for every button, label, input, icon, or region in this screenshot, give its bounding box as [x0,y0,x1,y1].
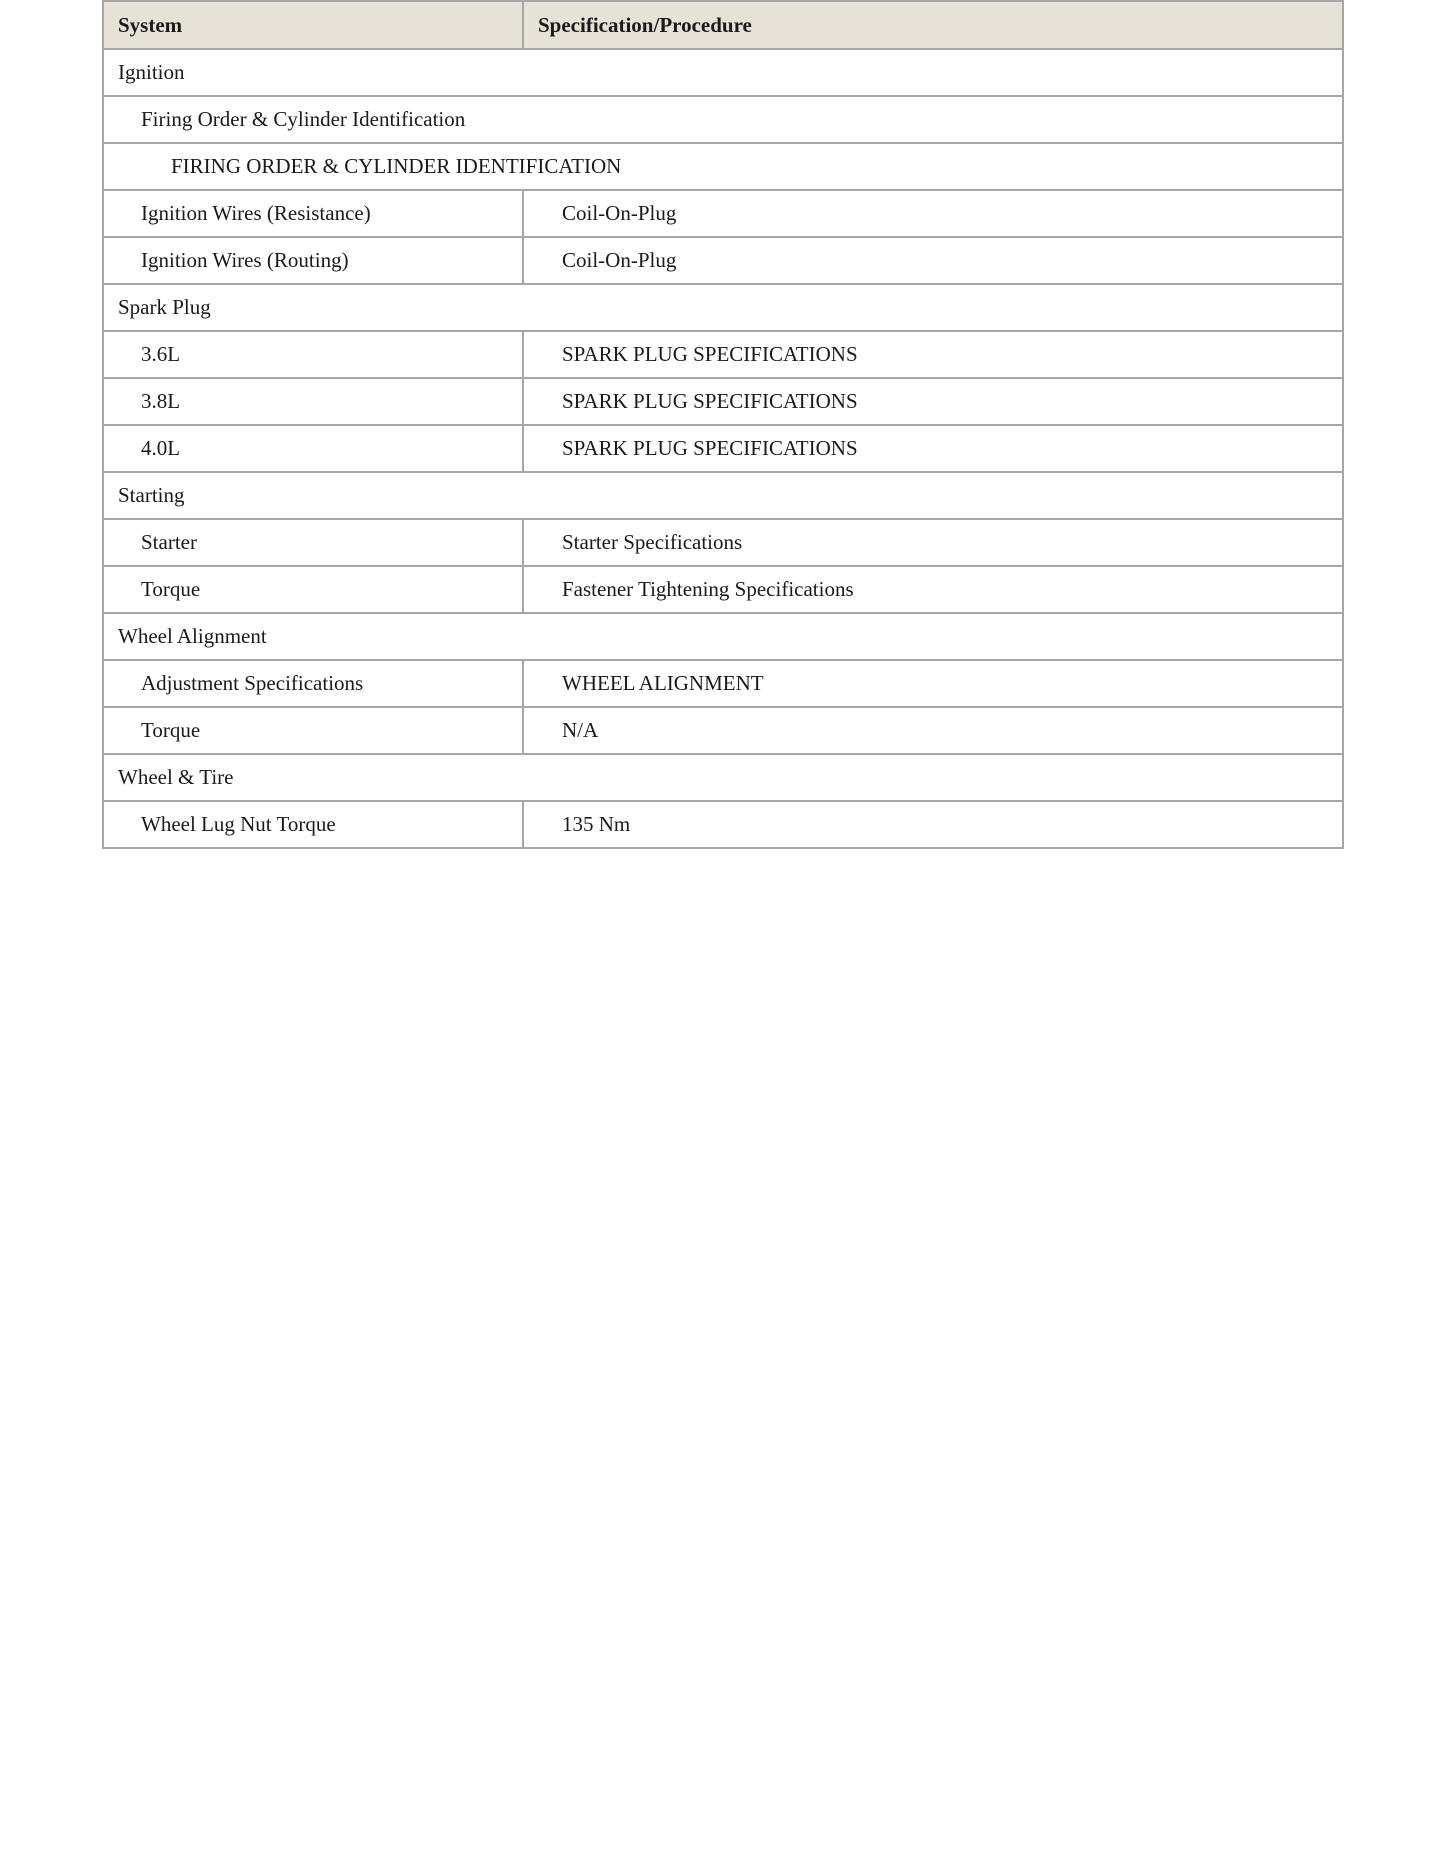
row-label: Torque [103,707,523,754]
table-row [103,143,1343,190]
row-label: 3.8L [103,378,523,425]
table-header-row [103,1,1343,49]
row-label: Starter [103,519,523,566]
table-row [103,331,1343,378]
table-row [103,378,1343,425]
section-row-wheel-tire [103,754,1343,801]
row-label: 4.0L [103,425,523,472]
table-row [103,801,1343,848]
section-title-wheel-alignment: Wheel Alignment [103,613,1343,660]
section-row-spark-plug [103,284,1343,331]
table-row [103,190,1343,237]
header-system: System [103,1,523,49]
starter-spec-link[interactable]: Starter Specifications [523,519,1343,566]
firing-order-link[interactable]: FIRING ORDER & CYLINDER IDENTIFICATION [103,143,1343,190]
row-value: N/A [523,707,1343,754]
section-title-starting: Starting [103,472,1343,519]
row-value: Coil-On-Plug [523,190,1343,237]
section-title-ignition: Ignition [103,49,1343,96]
row-label: Torque [103,566,523,613]
spark-plug-spec-link[interactable]: SPARK PLUG SPECIFICATIONS [523,425,1343,472]
section-row-ignition [103,49,1343,96]
row-label: Ignition Wires (Routing) [103,237,523,284]
fastener-spec-link[interactable]: Fastener Tightening Specifications [523,566,1343,613]
row-label: 3.6L [103,331,523,378]
table-row [103,96,1343,143]
table-row [103,519,1343,566]
specifications-table [102,0,1344,849]
row-label: Wheel Lug Nut Torque [103,801,523,848]
table-row [103,237,1343,284]
spark-plug-spec-link[interactable]: SPARK PLUG SPECIFICATIONS [523,331,1343,378]
row-value: Coil-On-Plug [523,237,1343,284]
row-label: Ignition Wires (Resistance) [103,190,523,237]
table-row [103,660,1343,707]
table-row [103,425,1343,472]
table-row [103,707,1343,754]
row-value: 135 Nm [523,801,1343,848]
row-label: Adjustment Specifications [103,660,523,707]
spark-plug-spec-link[interactable]: SPARK PLUG SPECIFICATIONS [523,378,1343,425]
table-row [103,566,1343,613]
section-row-starting [103,472,1343,519]
header-specification: Specification/Procedure [523,1,1343,49]
firing-order-label: Firing Order & Cylinder Identification [103,96,1343,143]
wheel-alignment-link[interactable]: WHEEL ALIGNMENT [523,660,1343,707]
section-title-wheel-tire: Wheel & Tire [103,754,1343,801]
section-title-spark-plug: Spark Plug [103,284,1343,331]
section-row-wheel-alignment [103,613,1343,660]
